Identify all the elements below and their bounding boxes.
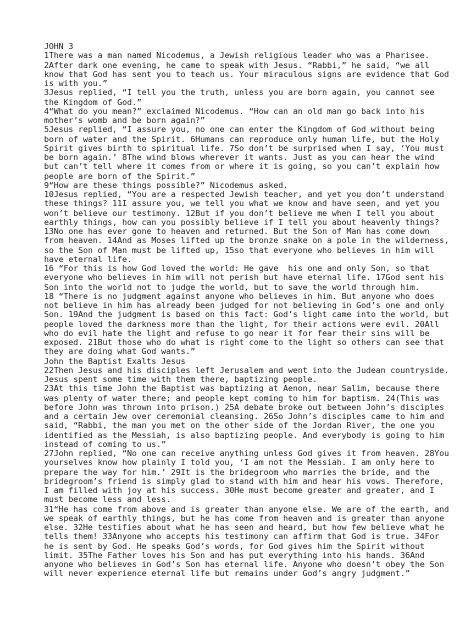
document-body-text: JOHN 3 1There was a man named Nicodemus, a Jewish religious leader who was a Pharisee. 2After dark one evening, he came to speak with Jesus. “Rabbi,” he said, “we all know that God has sent you to teach us. Your miraculous signs are evidence that God is with you.” 3Jesus replied, “I tell you the truth, unless you are born again, you cannot see the Kingdom of God.” 4“What do you mean?” exclaimed Nicodemus. “How can an old man go back into his mother’s womb and be born again?” 5Jesus replied, “I assure you, no one can enter the Kingdom of God without being born of water and the Spirit. 6Humans can reproduce only human life, but the Holy Spirit gives birth to spiritual life. 7So don’t be surprised when I say, ‘You must be born again.’ 8The wind blows wherever it wants. Just as you can hear the wind but can’t tell where it comes from or where it is going, so you can’t explain how people are born of the Spirit.” 9“How are these things possible?” Nicodemus asked. 10Jesus replied, “You are a respected Jewish teacher, and yet you don’t understand these things? 11I assure you, we tell you what we know and have seen, and yet you won’t believe our testimony. 12But if you don’t believe me when I tell you about earthly things, how can you possibly believe if I tell you about heavenly things? 13No one has ever gone to heaven and returned. But the Son of Man has come down from heaven. 14And as Moses lifted up the bronze snake on a pole in the wilderness, so the Son of Man must be lifted up, 15so that everyone who believes in him will have eternal life. 16 “For this is how God loved the world: He gave his one and only Son, so that everyone who believes in him will not perish but have eternal life. 17God sent his Son into the world not to judge the world, but to save the world through him. 18 “There is no judgment against anyone who believes in him. But anyone who does not believe in him has already been judged for not believing in God’s one and only Son. 19And the judgment is based on this fact: God’s light came into the world, but people loved the darkness more than the light, for their actions were evil. 20All who do evil hate the light and refuse to go near it for fear their sins will be exposed. 21But those who do what is right come to the light so others can see that they are doing what God wants.” John the Baptist Exalts Jesus 22Then Jesus and his disciples left Jerusalem and went into the Judean countryside. Jesus spent some time with them there, baptizing people. 23At this time John the Baptist was baptizing at Aenon, near Salim, because there was plenty of water there; and people kept coming to him for baptism. 24(This was before John was thrown into prison.) 25A debate broke out between John’s disciples and a certain Jew over ceremonial cleansing. 26So John’s disciples came to him and said, “Rabbi, the man you met on the other side of the Jordan River, the one you identified as the Messiah, is also baptizing people. And everybody is going to him instead of coming to us.” 27John replied, “No one can receive anything unless God gives it from heaven. 28You yourselves know how plainly I told you, ‘I am not the Messiah. I am only here to prepare the way for him.’ 29It is the bridegroom who marries the bride, and the bridegroom’s friend is simply glad to stand with him and hear his vows. Therefore, I am filled with joy at his success. 30He must become greater and greater, and I must become less and less. 31“He has come from above and is greater than anyone else. We are of the earth, and we speak of earthly things, but he has come from heaven and is greater than anyone else. 32He testifies about what he has seen and heard, but how few believe what he tells them! 33Anyone who accepts his testimony can affirm that God is true. 34For he is sent by God. He speaks God’s words, for God gives him the Spirit without limit. 35The Father loves his Son and has put everything into his hands. 36And anyone who believes in God’s Son has eternal life. Anyone who doesn’t obey the Son will never experience eternal life but remains under God’s angry judgment.” [44, 41, 449, 579]
